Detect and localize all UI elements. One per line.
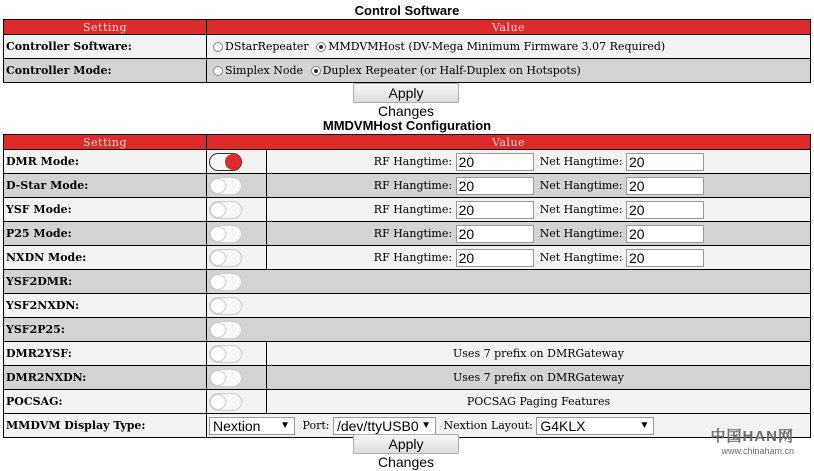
- mode-toggle-cell: [207, 174, 267, 198]
- bridge-row: [4, 270, 811, 294]
- controller-mode-row: [4, 59, 811, 83]
- controller-software-label: Controller Software:: [4, 35, 207, 59]
- watermark-url: www.chinaham.cn: [721, 446, 794, 456]
- net-hangtime-label: Net Hangtime:: [539, 178, 623, 192]
- value-header: Value: [207, 135, 811, 150]
- duplex-label: Duplex Repeater (or Half-Duplex on Hotspots): [322, 64, 581, 77]
- hangtime-cell: [267, 246, 811, 270]
- apply-changes-button-top[interactable]: Apply Changes: [353, 83, 459, 103]
- mode-row: [4, 174, 811, 198]
- mode-label: DMR Mode:: [4, 150, 207, 174]
- bridge-toggle-cell: [207, 342, 267, 366]
- mode-toggle-cell: [207, 222, 267, 246]
- port-label: Port:: [302, 418, 330, 432]
- dstarrepeater-radio[interactable]: [213, 42, 223, 52]
- net-hangtime-input[interactable]: [626, 225, 704, 243]
- toggle-knob: [210, 370, 226, 386]
- bridge-label: DMR2YSF:: [4, 342, 207, 366]
- mode-row: [4, 198, 811, 222]
- toggle-knob: [210, 178, 226, 194]
- bridge-toggle-cell: [207, 390, 267, 414]
- rf-hangtime-label: RF Hangtime:: [373, 154, 453, 168]
- bridge-row: [4, 390, 811, 414]
- bridge-note: Uses 7 prefix on DMRGateway: [267, 342, 811, 366]
- watermark-title: 中国HAN网: [710, 428, 794, 445]
- mode-row: [4, 150, 811, 174]
- apply-changes-button-bottom[interactable]: Apply Changes: [353, 434, 459, 454]
- dstarrepeater-label: DStarRepeater: [225, 40, 309, 53]
- control-software-table: [3, 19, 811, 83]
- net-hangtime-label: Net Hangtime:: [539, 154, 623, 168]
- toggle-knob: [210, 346, 226, 362]
- bridge-row: [4, 342, 811, 366]
- mode-toggle[interactable]: [209, 225, 242, 243]
- rf-hangtime-label: RF Hangtime:: [373, 178, 453, 192]
- mode-toggle[interactable]: [209, 201, 242, 219]
- display-type-label: MMDVM Display Type:: [4, 414, 207, 438]
- bridge-toggle[interactable]: [209, 321, 242, 339]
- controller-mode-label: Controller Mode:: [4, 59, 207, 83]
- bridge-toggle-cell: [207, 270, 811, 294]
- mode-label: YSF Mode:: [4, 198, 207, 222]
- setting-header: Setting: [4, 135, 207, 150]
- net-hangtime-input[interactable]: [626, 201, 704, 219]
- bridge-toggle-cell: [207, 294, 811, 318]
- port-select[interactable]: [333, 417, 436, 435]
- rf-hangtime-label: RF Hangtime:: [373, 202, 453, 216]
- toggle-knob: [210, 202, 226, 218]
- nextion-layout-label: Nextion Layout:: [443, 418, 533, 432]
- simplex-radio[interactable]: [213, 66, 223, 76]
- net-hangtime-label: Net Hangtime:: [539, 250, 623, 264]
- nextion-layout-value: G4KLX: [540, 417, 586, 434]
- mode-row: [4, 246, 811, 270]
- simplex-label: Simplex Node: [225, 64, 304, 77]
- chevron-down-icon: ▼: [421, 419, 431, 431]
- watermark: [711, 425, 795, 456]
- hangtime-cell: [267, 222, 811, 246]
- bridge-toggle[interactable]: [209, 393, 242, 411]
- mode-toggle-cell: [207, 150, 267, 174]
- mode-toggle-cell: [207, 198, 267, 222]
- setting-header: Setting: [4, 20, 207, 35]
- mode-label: P25 Mode:: [4, 222, 207, 246]
- net-hangtime-input[interactable]: [626, 177, 704, 195]
- mode-toggle-cell: [207, 246, 267, 270]
- mode-toggle[interactable]: [209, 177, 242, 195]
- bridge-row: [4, 318, 811, 342]
- bridge-toggle[interactable]: [209, 345, 242, 363]
- display-type-select[interactable]: [209, 417, 295, 435]
- net-hangtime-label: Net Hangtime:: [539, 226, 623, 240]
- toggle-knob: [225, 154, 241, 170]
- chevron-down-icon: ▼: [280, 419, 290, 431]
- net-hangtime-label: Net Hangtime:: [539, 202, 623, 216]
- bridge-label: YSF2P25:: [4, 318, 207, 342]
- rf-hangtime-input[interactable]: [456, 249, 534, 267]
- bridge-toggle[interactable]: [209, 369, 242, 387]
- display-type-value: Nextion: [213, 417, 261, 434]
- bridge-row: [4, 366, 811, 390]
- bridge-label: YSF2NXDN:: [4, 294, 207, 318]
- rf-hangtime-input[interactable]: [456, 153, 534, 171]
- hangtime-cell: [267, 174, 811, 198]
- hangtime-cell: [267, 198, 811, 222]
- bridge-row: [4, 294, 811, 318]
- net-hangtime-input[interactable]: [626, 153, 704, 171]
- bridge-toggle-cell: [207, 318, 811, 342]
- toggle-knob: [210, 322, 226, 338]
- controller-software-row: [4, 35, 811, 59]
- mode-label: D-Star Mode:: [4, 174, 207, 198]
- bridge-toggle-cell: [207, 366, 267, 390]
- mode-toggle[interactable]: [209, 249, 242, 267]
- control-software-title: Control Software: [354, 3, 460, 18]
- controller-mode-options: [207, 59, 811, 83]
- rf-hangtime-label: RF Hangtime:: [373, 250, 453, 264]
- bridge-toggle[interactable]: [209, 297, 242, 315]
- bridge-note: Uses 7 prefix on DMRGateway: [267, 366, 811, 390]
- rf-hangtime-input[interactable]: [456, 177, 534, 195]
- mode-row: [4, 222, 811, 246]
- port-value: /dev/ttyUSB0: [336, 417, 419, 434]
- bridge-label: DMR2NXDN:: [4, 366, 207, 390]
- mmdvmhost-config-table: [3, 134, 811, 438]
- controller-software-options: [207, 35, 811, 59]
- nextion-layout-select[interactable]: [536, 417, 654, 435]
- duplex-radio[interactable]: [311, 66, 321, 76]
- bridge-toggle[interactable]: [209, 273, 242, 291]
- mode-toggle[interactable]: [209, 153, 242, 171]
- chevron-down-icon: ▼: [639, 419, 650, 431]
- toggle-knob: [210, 226, 226, 242]
- toggle-knob: [210, 298, 226, 314]
- net-hangtime-input[interactable]: [626, 249, 704, 267]
- mmdvmhost-radio[interactable]: [316, 42, 326, 52]
- toggle-knob: [210, 394, 226, 410]
- rf-hangtime-input[interactable]: [456, 201, 534, 219]
- mode-label: NXDN Mode:: [4, 246, 207, 270]
- mmdvmhost-config-title: MMDVMHost Configuration: [322, 118, 492, 133]
- hangtime-cell: [267, 150, 811, 174]
- bridge-label: YSF2DMR:: [4, 270, 207, 294]
- toggle-knob: [210, 250, 226, 266]
- value-header: Value: [207, 20, 811, 35]
- bridge-note: POCSAG Paging Features: [267, 390, 811, 414]
- toggle-knob: [210, 274, 226, 290]
- rf-hangtime-input[interactable]: [456, 225, 534, 243]
- bridge-label: POCSAG:: [4, 390, 207, 414]
- rf-hangtime-label: RF Hangtime:: [373, 226, 453, 240]
- mmdvmhost-label: MMDVMHost (DV-Mega Minimum Firmware 3.07 Required): [328, 40, 666, 53]
